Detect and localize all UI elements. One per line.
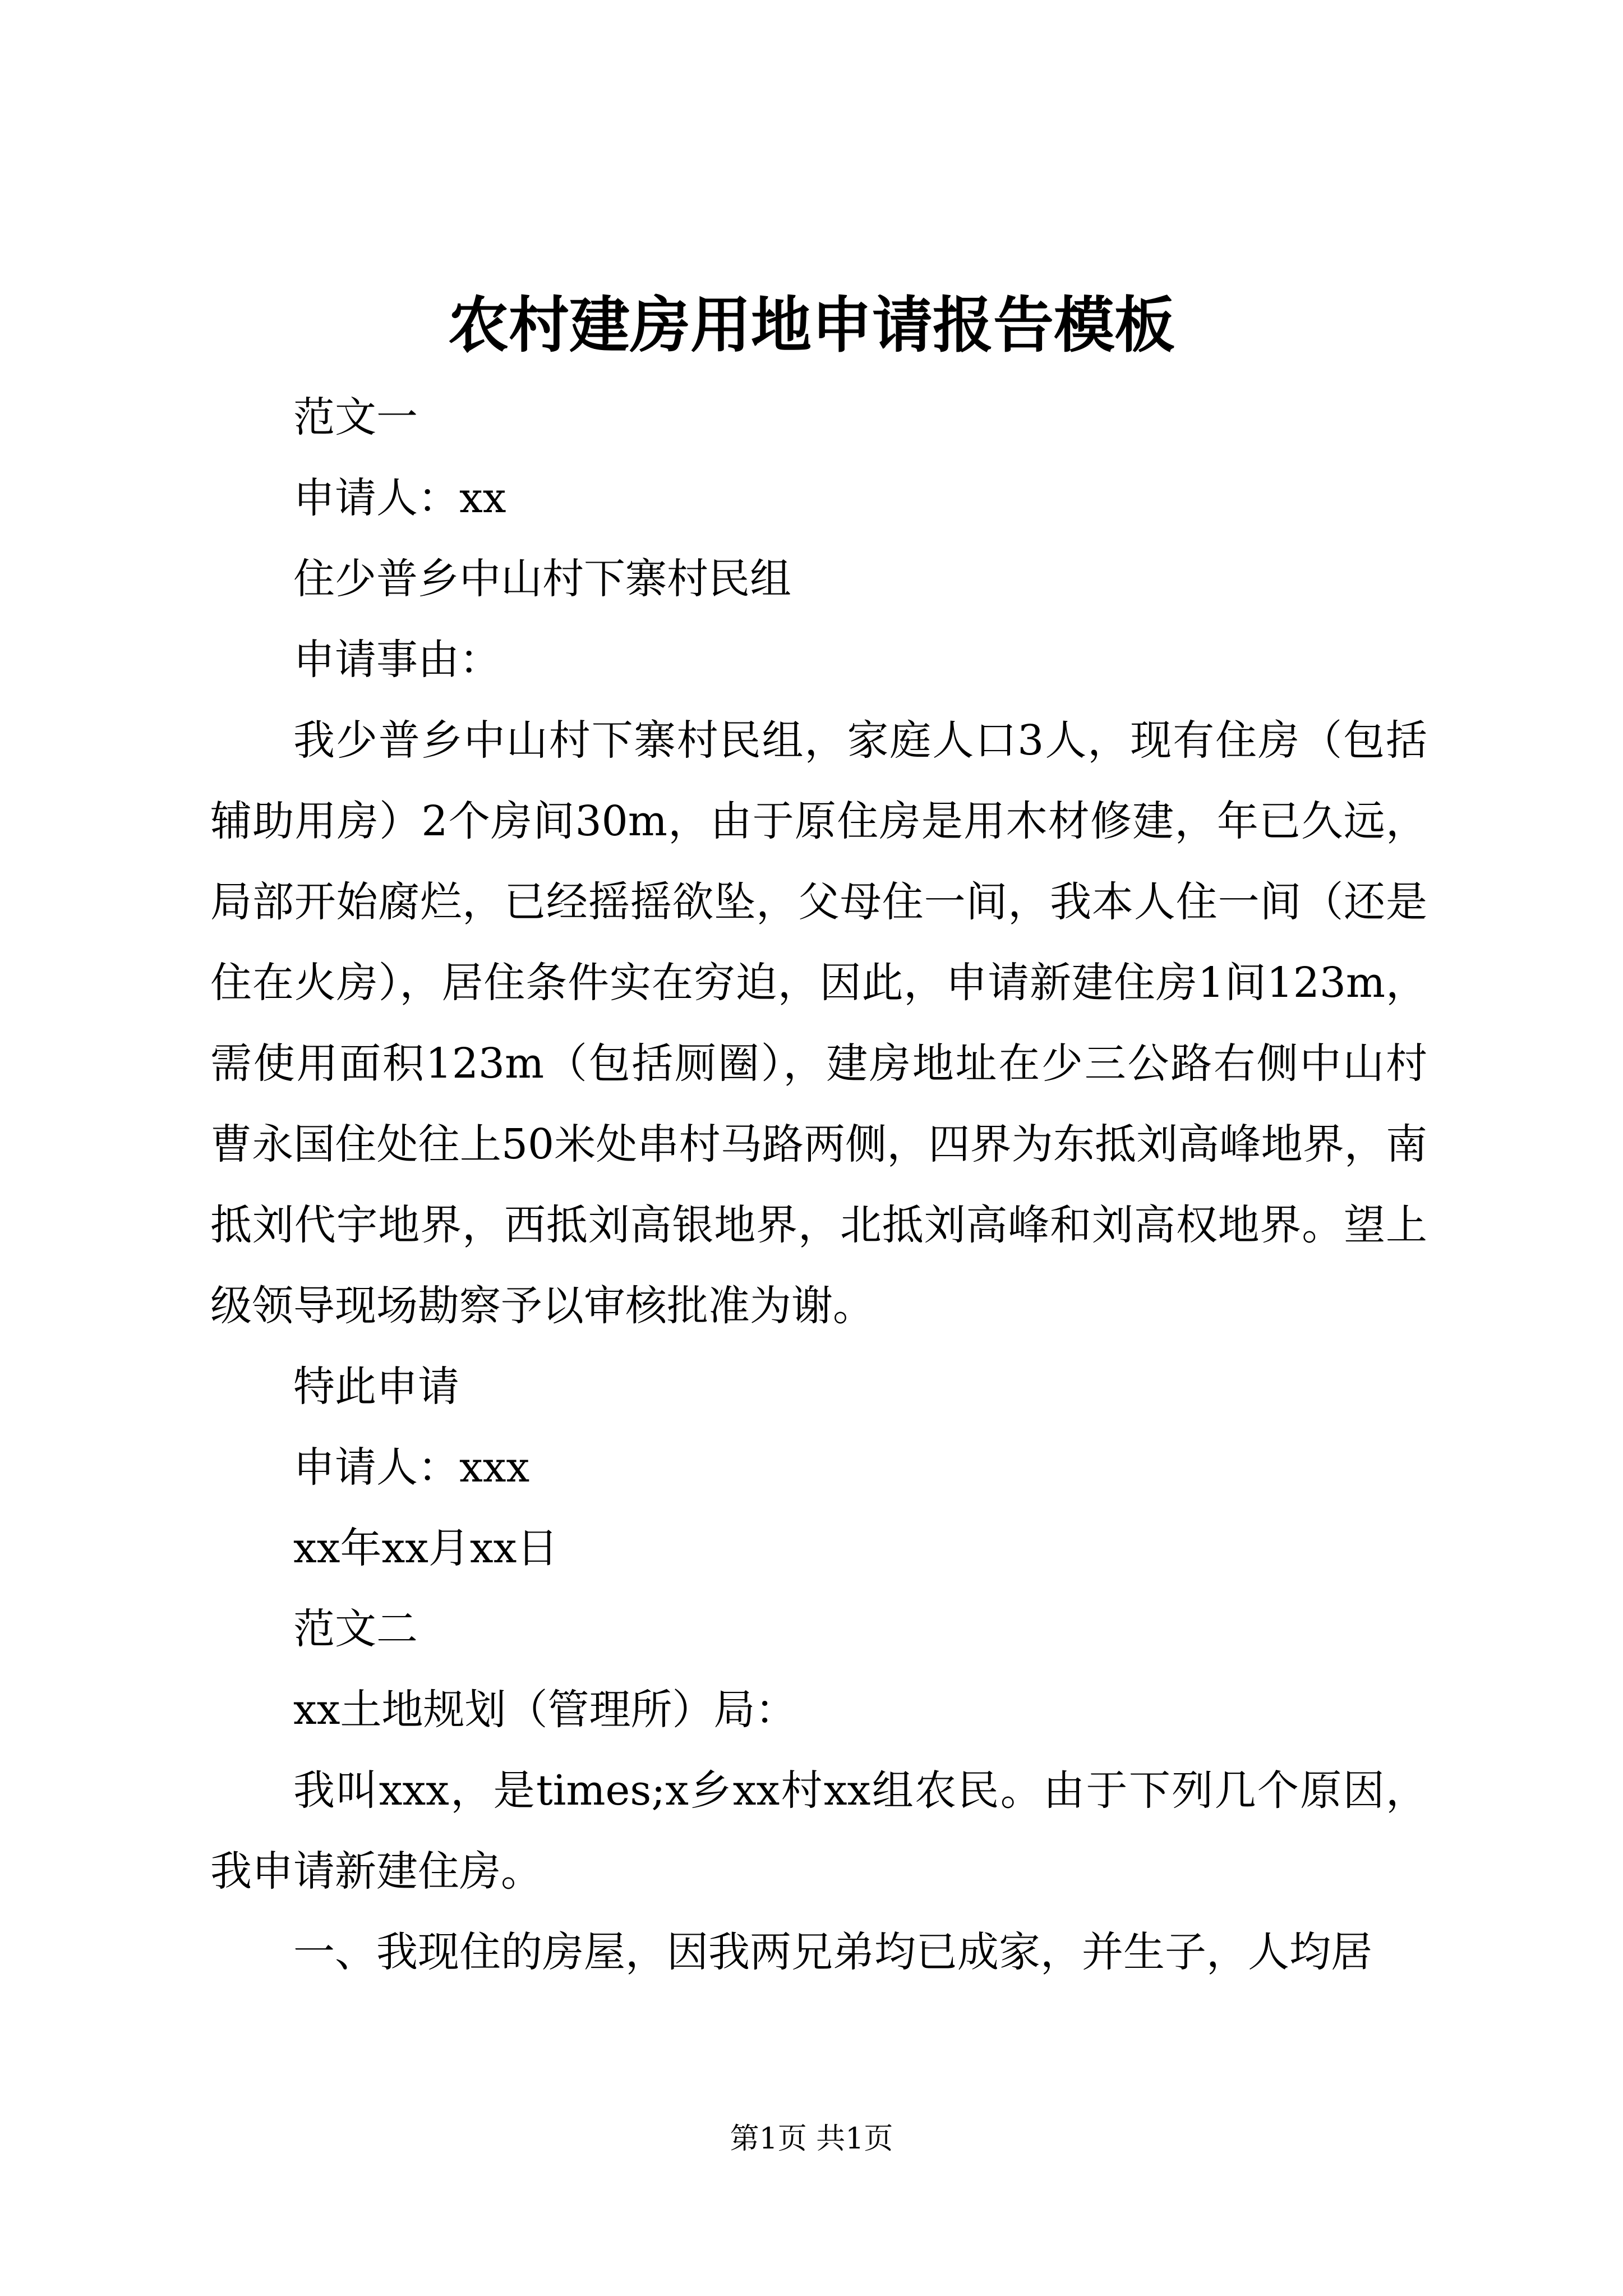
paragraph-applicant: 申请人：xx	[293, 474, 506, 522]
paragraph-reason-heading: 申请事由：	[293, 636, 501, 684]
paragraph-sample-one-heading: 范文一	[293, 393, 418, 441]
paragraph-intro: 我叫xxx，是times;x乡xx村xx组农民。由于下列几个原因，我申请新建住房。	[210, 1766, 1427, 1895]
paragraph-address: 住少普乡中山村下寨村民组	[293, 555, 791, 603]
page-footer: 第1页 共1页	[730, 2122, 893, 2156]
paragraph-date: xx年xx月xx日	[293, 1524, 559, 1572]
paragraph-signature: 申请人：xxx	[293, 1443, 530, 1492]
paragraph-closing: 特此申请	[293, 1363, 459, 1411]
document-title: 农村建房用地申请报告模板	[448, 290, 1175, 361]
paragraph-point-one: 一、我现住的房屋，因我两兄弟均已成家，并生子，人均居	[293, 1928, 1372, 1976]
paragraph-sample-two-heading: 范文二	[293, 1605, 418, 1653]
document-body	[210, 377, 1427, 1993]
paragraph-addressee: xx土地规划（管理所）局：	[293, 1686, 797, 1734]
paragraph-reason-body: 我少普乡中山村下寨村民组，家庭人口3人，现有住房（包括辅助用房）2个房间30m，由于原住房是用木材修建，年已久远，局部开始腐烂，已经摇摇欲坠，父母住一间，我本人住一间（还是住在火房），居住条件实在穷迫，因此，申请新建住房1间123m，需使用面积123m（包括厕圈），建房地址在少三公路右侧中山村曹永国住处往上50米处串村马路两侧，四界为东抵刘高峰地界，南抵刘代宇地界，西抵刘高银地界，北抵刘高峰和刘高权地界。望上级领导现场勘察予以审核批准为谢。	[210, 716, 1427, 1330]
